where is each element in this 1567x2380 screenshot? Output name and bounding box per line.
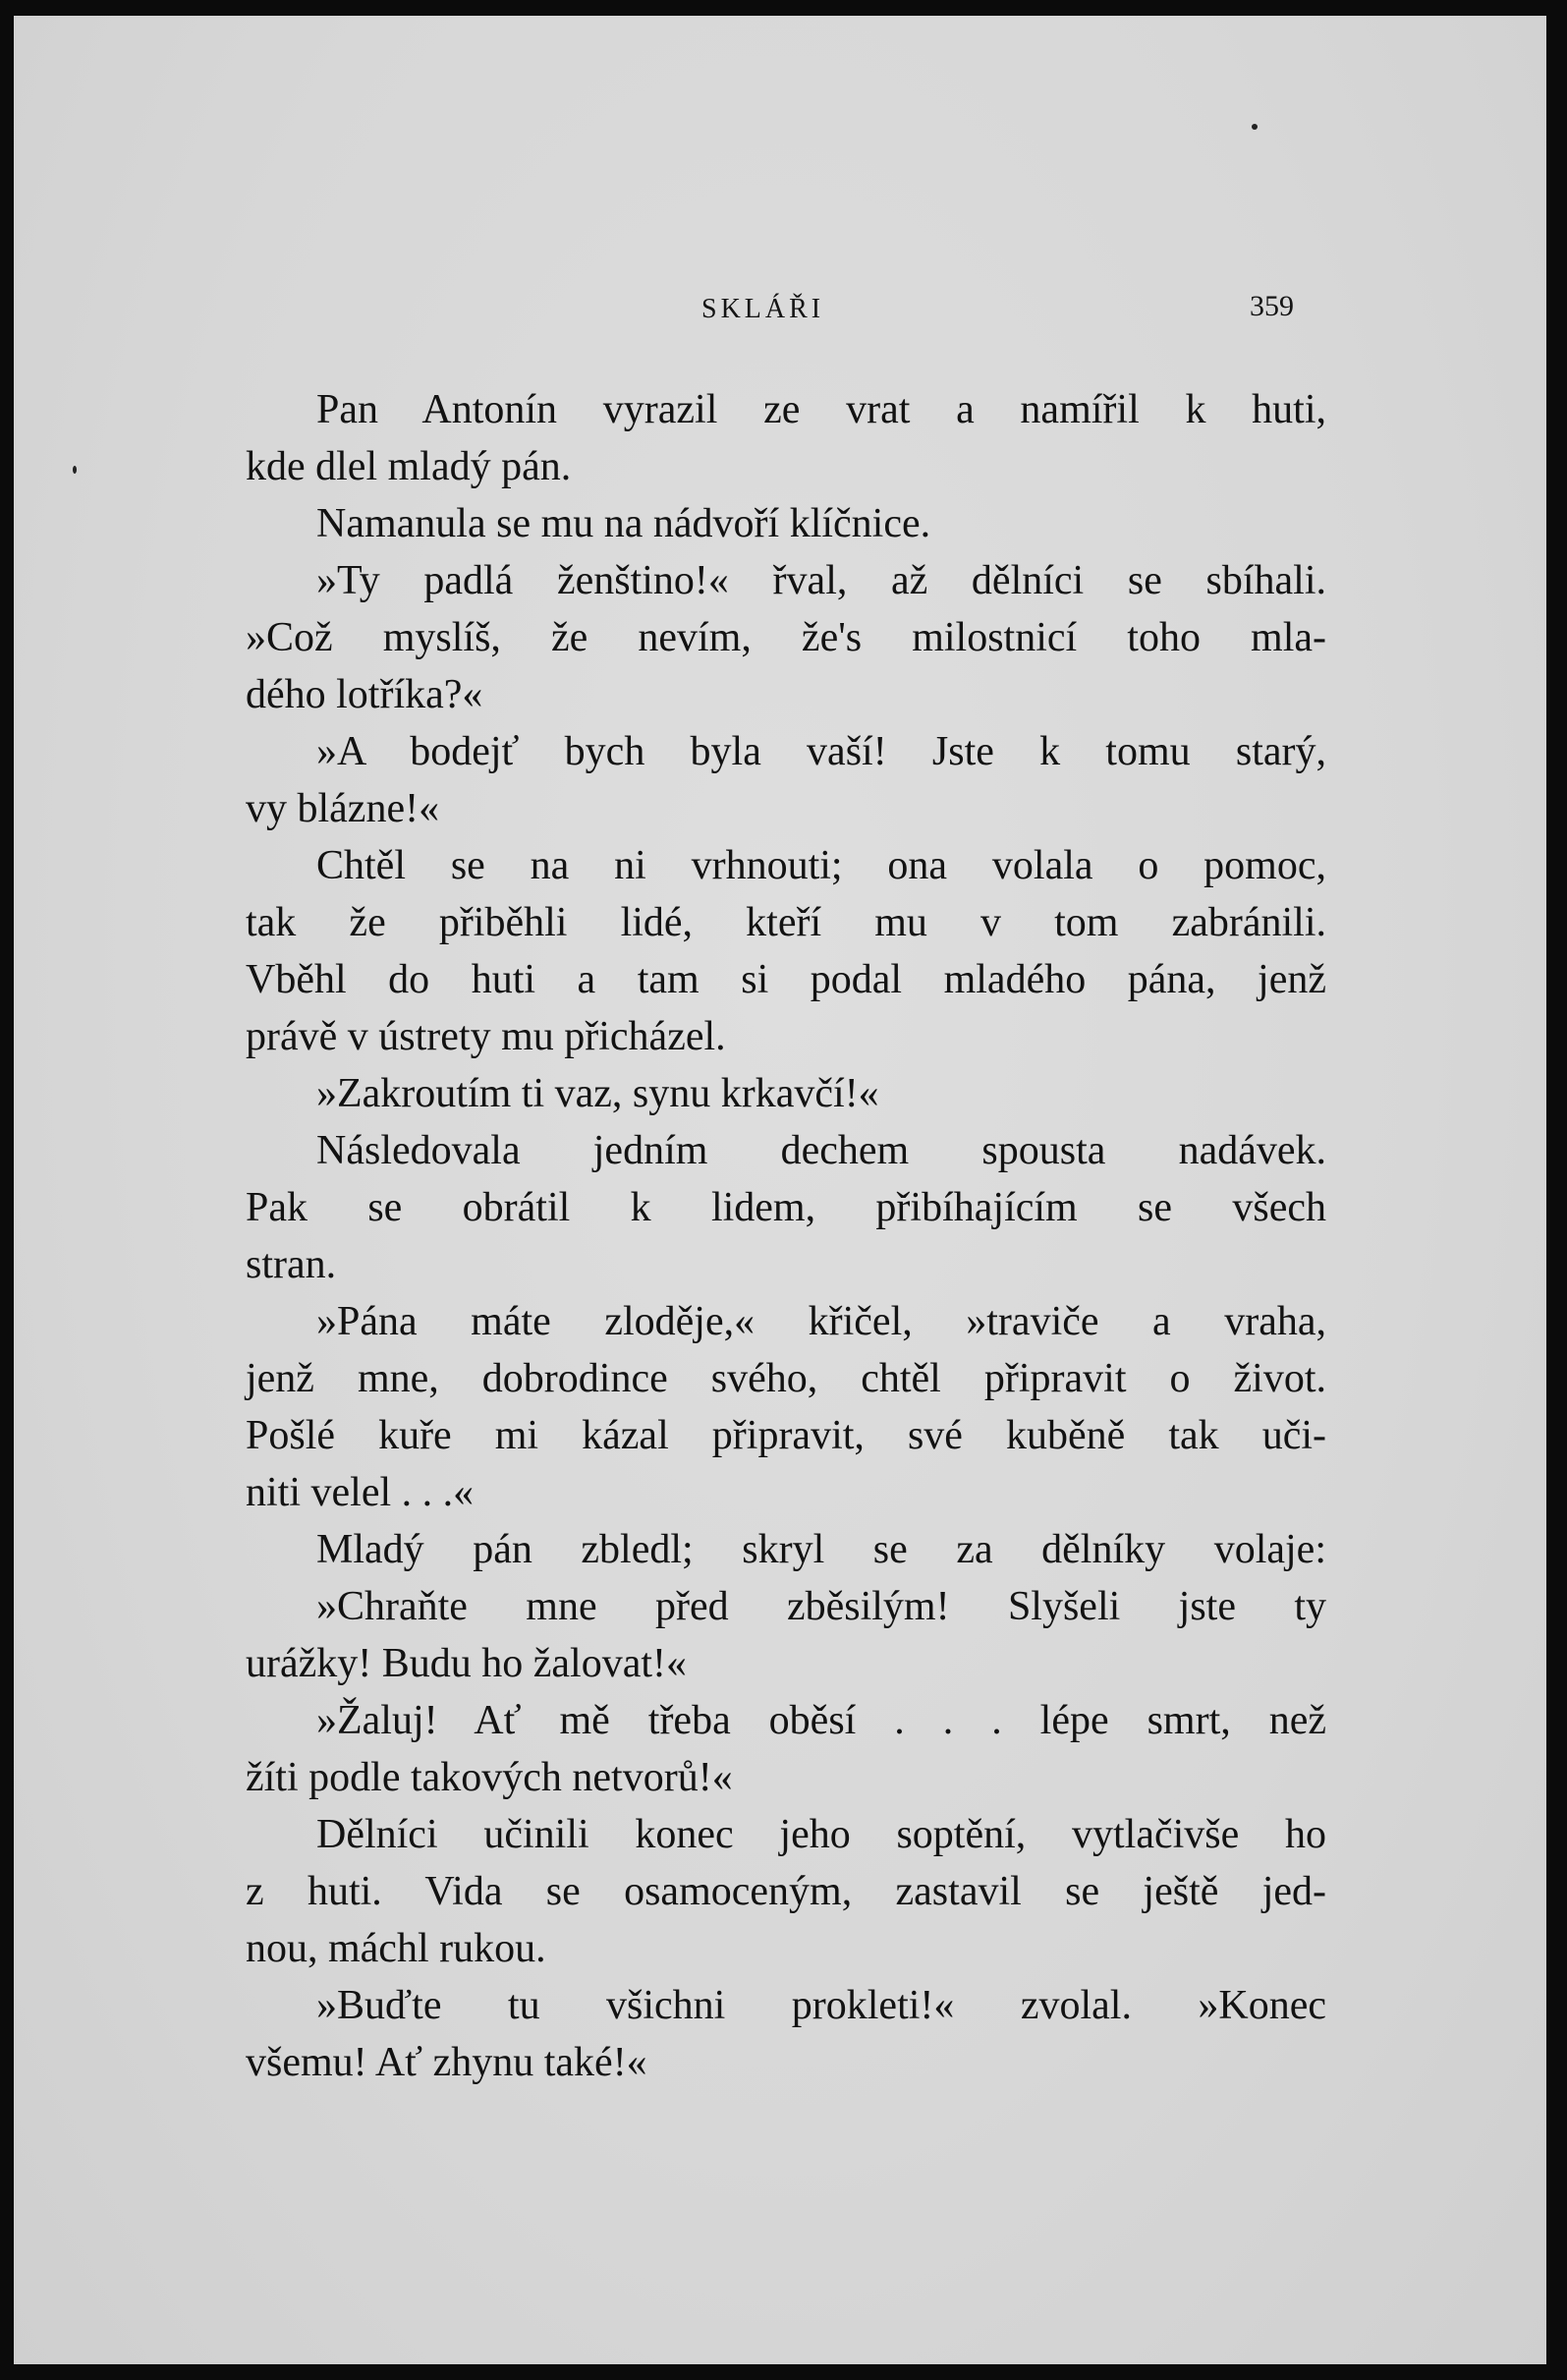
running-title: SKLÁŘI xyxy=(701,294,825,324)
running-head xyxy=(14,290,1546,333)
text-line: »Zakroutím ti vaz, synu krkavčí!« xyxy=(316,1071,879,1116)
text-line: stran. xyxy=(246,1242,337,1287)
text-line: dého lotříka?« xyxy=(246,672,483,717)
text-line: Namanula se mu na nádvoří klíčnice. xyxy=(316,501,931,546)
text-line: Chtěl se na ni vrhnouti; ona volala o pomoc, xyxy=(316,843,1326,888)
text-line: kde dlel mladý pán. xyxy=(246,444,572,489)
text-line: »Ty padlá ženštino!« řval, až dělníci se sbíhali. xyxy=(316,558,1326,603)
text-line: žíti podle takových netvorů!« xyxy=(246,1755,733,1800)
text-line: »Žaluj! Ať mě třeba oběsí . . . lépe smrt, než xyxy=(316,1698,1326,1743)
text-line: Vběhl do huti a tam si podal mladého pána, jenž xyxy=(246,957,1326,1002)
text-line: urážky! Budu ho žalovat!« xyxy=(246,1641,688,1686)
text-line: tak že přiběhli lidé, kteří mu v tom zabránili. xyxy=(246,900,1326,945)
text-line: Následovala jedním dechem spousta nadávek. xyxy=(316,1128,1326,1173)
text-line: nou, máchl rukou. xyxy=(246,1926,546,1971)
text-line: vy blázne!« xyxy=(246,786,440,831)
scan-speck xyxy=(73,466,77,474)
text-line: niti velel . . .« xyxy=(246,1470,475,1515)
text-line: Dělníci učinili konec jeho soptění, vytlačivše ho xyxy=(316,1812,1326,1857)
text-line: jenž mne, dobrodince svého, chtěl připravit o život. xyxy=(246,1356,1326,1401)
text-line: z huti. Vida se osamoceným, zastavil se ještě jed- xyxy=(246,1869,1326,1914)
text-line: Pošlé kuře mi kázal připravit, své kuběně tak uči- xyxy=(246,1413,1326,1458)
scan-speck xyxy=(1252,124,1258,130)
page-number: 359 xyxy=(1250,290,1294,322)
body-text xyxy=(246,381,1326,2091)
text-line: »A bodejť bych byla vaší! Jste k tomu starý, xyxy=(316,729,1326,774)
text-line: Pak se obrátil k lidem, přibíhajícím se všech xyxy=(246,1185,1326,1230)
text-line: všemu! Ať zhynu také!« xyxy=(246,2040,647,2085)
text-line: »Buďte tu všichni prokleti!« zvolal. »Konec xyxy=(316,1983,1326,2028)
text-line: právě v ústrety mu přicházel. xyxy=(246,1014,726,1059)
text-line: Mladý pán zbledl; skryl se za dělníky volaje: xyxy=(316,1527,1326,1572)
text-line: Pan Antonín vyrazil ze vrat a namířil k huti, xyxy=(316,387,1326,432)
text-line: »Což myslíš, že nevím, že's milostnicí toho mla- xyxy=(246,615,1326,660)
book-page xyxy=(14,16,1546,2364)
text-line: »Pána máte zloděje,« křičel, »traviče a vraha, xyxy=(316,1299,1326,1344)
text-line: »Chraňte mne před zběsilým! Slyšeli jste ty xyxy=(316,1584,1326,1629)
